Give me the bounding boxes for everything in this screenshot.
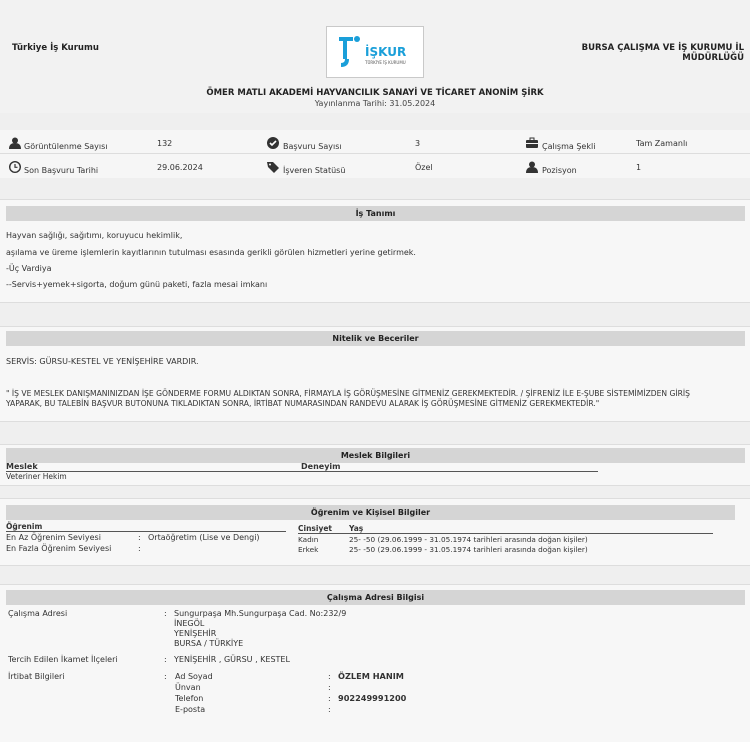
position-label: Pozisyon (542, 166, 577, 175)
deadline-label: Son Başvuru Tarihi (24, 166, 99, 175)
colon: : (164, 609, 167, 618)
colon: : (138, 533, 141, 542)
gender-column-header: Cinsiyet (298, 524, 333, 533)
publication-date: Yayınlanma Tarihi: 31.05.2024 (314, 99, 436, 108)
views-label: Görüntülenme Sayısı (24, 142, 108, 151)
directorate-line-1: BURSA ÇALIŞMA VE İŞ KURUMU İL (581, 43, 744, 53)
colon: : (164, 655, 167, 664)
views-value: 132 (157, 139, 173, 148)
job-stats (0, 130, 750, 178)
iskur-logo (326, 26, 424, 78)
colon: : (328, 672, 331, 681)
gender-value: Erkek (298, 545, 319, 554)
job-desc-line: -Üç Vardiya (6, 264, 52, 273)
work-address-label: Çalışma Adresi (8, 609, 68, 618)
address-line: YENİŞEHİR (174, 629, 217, 638)
person-icon (526, 161, 538, 173)
contact-phone-value[interactable]: 902249991200 (338, 693, 407, 703)
profession-title: Meslek Bilgileri (6, 448, 745, 463)
education-header-line (6, 531, 286, 532)
user-icon (9, 137, 21, 149)
address-line: BURSA / TÜRKİYE (174, 639, 244, 648)
address-line: Sungurpaşa Mh.Sungurpaşa Cad. No:232/9 (174, 609, 347, 618)
clock-icon (9, 161, 21, 173)
colon: : (164, 672, 167, 681)
page-header (0, 0, 750, 113)
profession-panel (0, 444, 750, 486)
contact-email-label: E-posta (175, 705, 206, 714)
applications-label: Başvuru Sayısı (283, 142, 342, 151)
work-type-label: Çalışma Şekli (542, 142, 596, 151)
directorate-line-2: MÜDÜRLÜĞÜ (682, 53, 744, 63)
deadline-value: 29.06.2024 (157, 163, 203, 172)
tag-icon (267, 161, 279, 173)
colon: : (328, 694, 331, 703)
job-desc-line: --Servis+yemek+sigorta, doğum günü paketi, fazla mesai imkanı (6, 280, 268, 289)
check-circle-icon (267, 137, 279, 149)
position-value: 1 (636, 163, 642, 172)
colon: : (328, 705, 331, 714)
work-type-value: Tam Zamanlı (636, 139, 688, 148)
job-desc-line: Hayvan sağlığı, sağıtımı, koruyucu hekimlik, (6, 231, 183, 240)
stats-divider (0, 153, 750, 154)
address-title: Çalışma Adresi Bilgisi (6, 590, 745, 605)
education-panel (0, 498, 750, 566)
profession-value: Veteriner Hekim (6, 472, 67, 481)
qualifications-note: " İŞ VE MESLEK DANIŞMANINIZDAN İŞE GÖNDERME FORMU ALDIKTAN SONRA, FİRMAYLA İŞ GÖRÜŞMESİNE GİTMENİZ GEREKMEKTEDİR. / ŞİFRENİZ İLE E-ŞUBE SİSTEMİMİZDEN GİRİŞ (6, 389, 690, 398)
employer-status-value: Özel (415, 163, 433, 172)
education-title: Öğrenim ve Kişisel Bilgiler (6, 505, 735, 520)
min-education-value: Ortaöğretim (Lise ve Dengi) (148, 533, 260, 542)
institution-name: Türkiye İş Kurumu (12, 43, 99, 53)
company-name: ÖMER MATLI AKADEMİ HAYVANCILIK SANAYİ VE TİCARET ANONİM ŞİRK (206, 88, 544, 98)
residence-value: YENİŞEHİR , GÜRSU , KESTEL (174, 655, 290, 664)
job-description-title: İş Tanımı (6, 206, 745, 221)
residence-label: Tercih Edilen İkamet İlçeleri (8, 655, 118, 664)
applications-value: 3 (415, 139, 421, 148)
logo-text: İŞKUR (365, 45, 407, 59)
address-panel (0, 584, 750, 742)
job-description-panel (0, 199, 750, 303)
contact-phone-label: Telefon (175, 694, 204, 703)
gender-value: Kadın (298, 535, 319, 544)
profession-column-header: Meslek (6, 462, 38, 471)
contact-name-label: Ad Soyad (175, 672, 213, 681)
age-value: 25- -50 (29.06.1999 - 31.05.1974 tarihleri arasında doğan kişiler) (349, 535, 588, 544)
qualifications-line: SERVİS: GÜRSU-KESTEL VE YENİŞEHİRE VARDIR. (6, 357, 199, 366)
briefcase-icon (526, 137, 538, 149)
experience-column-header: Deneyim (301, 462, 341, 471)
colon: : (328, 683, 331, 692)
contact-name-value: ÖZLEM HANIM (338, 671, 404, 681)
contact-title-label: Ünvan (175, 683, 201, 692)
personal-header-line (298, 533, 713, 534)
employer-status-label: İşveren Statüsü (283, 166, 346, 175)
qualifications-title: Nitelik ve Beceriler (6, 331, 745, 346)
qualifications-panel (0, 326, 750, 422)
education-column-header: Öğrenim (6, 522, 43, 531)
min-education-label: En Az Öğrenim Seviyesi (6, 533, 101, 542)
max-education-label: En Fazla Öğrenim Seviyesi (6, 544, 112, 553)
age-column-header: Yaş (349, 524, 364, 533)
directorate-name (574, 43, 744, 63)
address-line: İNEGÖL (174, 619, 205, 628)
job-desc-line: aşılama ve üreme işlemlerin kayıtlarının tutulması esasında gerikli görülen hizmetleri yerine getirmek. (6, 248, 416, 257)
age-value: 25- -50 (29.06.1999 - 31.05.1974 tarihleri arasında doğan kişiler) (349, 545, 588, 554)
contact-label: İrtibat Bilgileri (8, 672, 65, 681)
profession-header-line (6, 471, 598, 472)
logo-subtext: TÜRKİYE İŞ KURUMU (365, 60, 406, 65)
colon: : (138, 544, 141, 553)
qualifications-note: YAPARAK, BU TALEBİN BAŞVUR BUTONUNA TIKLADIKTAN SONRA, İRTİBAT NUMARASINDAN RANDEVU ALARAK İŞ GÖRÜŞMESİNE GİTMENİZ GEREKMEKTEDİR." (6, 399, 600, 408)
